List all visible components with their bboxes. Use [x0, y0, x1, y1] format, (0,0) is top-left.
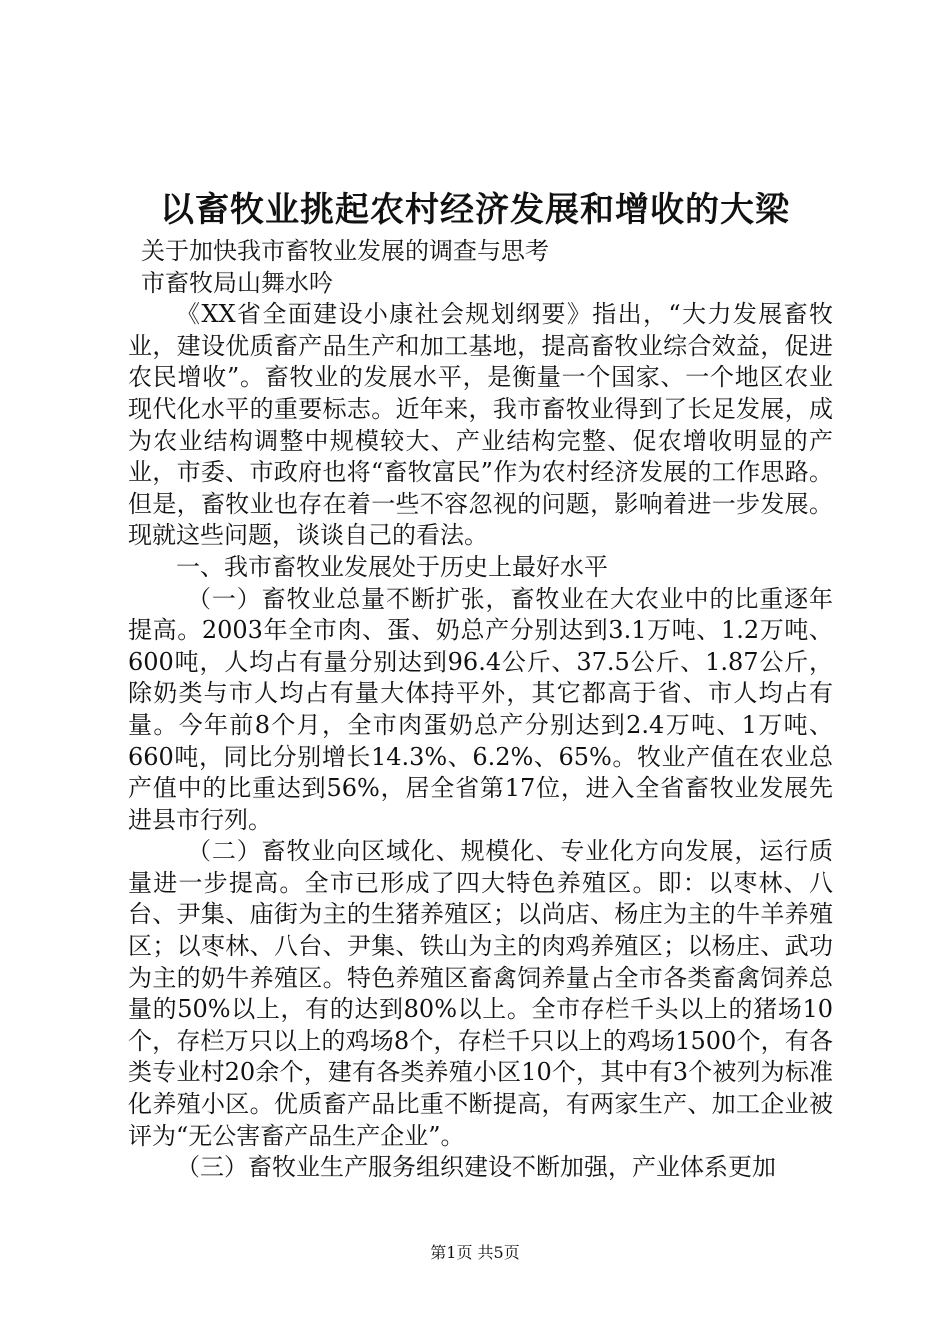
document-author: 市畜牧局山舞水吟 [141, 268, 333, 297]
document-body [128, 236, 833, 1184]
document-subtitle: 关于加快我市畜牧业发展的调查与思考 [141, 237, 549, 265]
paragraph-item-1: （一）畜牧业总量不断扩张，畜牧业在大农业中的比重逐年提高。2003年全市肉、蛋、奶总产分别达到3.1万吨、1.2万吨、600吨，人均占有量分别达到96.4公斤、37.5公斤、1.87公斤，除奶类与市人均占有量大体持平外，其它都高于省、市人均占有量。今年前8个月，全市肉蛋奶总产分别达到2.4万吨、1万吨、660吨，同比分别增长14.3%、6.2%、65%。牧业产值在农业总产值中的比重达到56%，居全省第17位，进入全省畜牧业发展先进县市行列。 [128, 584, 833, 834]
section-heading-1: 一、我市畜牧业发展处于历史上最好水平 [176, 552, 608, 581]
paragraph-item-3: （三）畜牧业生产服务组织建设不断加强，产业体系更加 [176, 1153, 776, 1182]
paragraph-intro: 《XX省全面建设小康社会规划纲要》指出，“大力发展畜牧业，建设优质畜产品生产和加工基地，提高畜牧业综合效益，促进农民增收”。畜牧业的发展水平，是衡量一个国家、一个地区农业现代化水平的重要标志。近年来，我市畜牧业得到了长足发展，成为农业结构调整中规模较大、产业结构完整、促农增收明显的产业，市委、市政府也将“畜牧富民”作为农村经济发展的工作思路。但是，畜牧业也存在着一些不容忽视的问题，影响着进一步发展。现就这些问题，谈谈自己的看法。 [128, 300, 833, 550]
paragraph-item-2: （二）畜牧业向区域化、规模化、专业化方向发展，运行质量进一步提高。全市已形成了四大特色养殖区。即：以枣林、八台、尹集、庙街为主的生猪养殖区；以尚店、杨庄为主的牛羊养殖区；以枣林、八台、尹集、铁山为主的肉鸡养殖区；以杨庄、武功为主的奶牛养殖区。特色养殖区畜禽饲养量占全市各类畜禽饲养总量的50%以上，有的达到80%以上。全市存栏千头以上的猪场10个，存栏万只以上的鸡场8个，存栏千只以上的鸡场1500个，有各类专业村20余个，建有各类养殖小区10个，其中有3个被列为标准化养殖小区。优质畜产品比重不断提高，有两家生产、加工企业被评为“无公害畜产品生产企业”。 [128, 837, 833, 1150]
page-number: 第1页 共5页 [430, 1243, 520, 1262]
document-title: 以畜牧业挑起农村经济发展和增收的大梁 [160, 190, 790, 230]
